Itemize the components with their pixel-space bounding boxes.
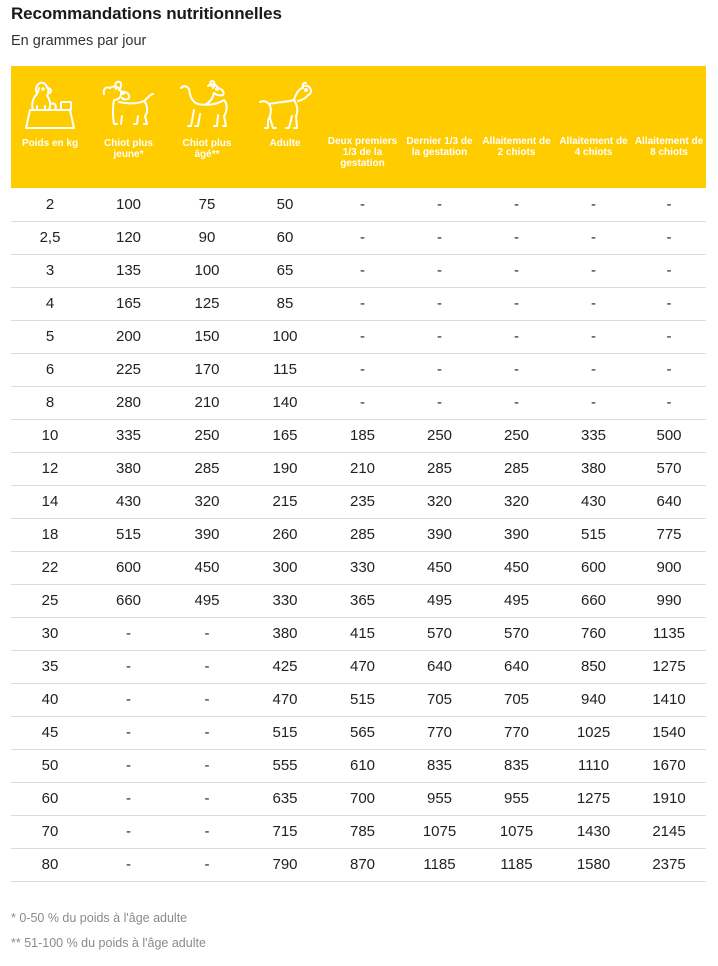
table-cell: 140 [246, 386, 324, 419]
table-row [11, 815, 706, 848]
table-cell: - [168, 815, 246, 848]
table-cell: - [168, 749, 246, 782]
table-row [11, 518, 706, 551]
table-row [11, 749, 706, 782]
table-cell: 705 [478, 683, 555, 716]
table-cell: - [632, 188, 706, 221]
table-cell: 450 [168, 551, 246, 584]
table-cell: - [324, 221, 401, 254]
table-cell: - [89, 650, 168, 683]
table-cell: 1025 [555, 716, 632, 749]
table-row [11, 353, 706, 386]
table-cell: 45 [11, 716, 89, 749]
table-cell: 190 [246, 452, 324, 485]
table-cell: 320 [401, 485, 478, 518]
table-cell: 770 [478, 716, 555, 749]
table-cell: - [89, 617, 168, 650]
table-cell: - [401, 254, 478, 287]
table-cell: - [324, 254, 401, 287]
table-row [11, 485, 706, 518]
table-row [11, 254, 706, 287]
header-label: Allaitement de 2 chiots [482, 136, 551, 158]
table-cell: 150 [168, 320, 246, 353]
header-label: Chiot plus jeune* [104, 138, 153, 160]
table-cell: 640 [632, 485, 706, 518]
table-cell: - [168, 617, 246, 650]
table-cell: - [89, 848, 168, 881]
table-cell: 285 [401, 452, 478, 485]
table-cell: 2145 [632, 815, 706, 848]
table-cell: 940 [555, 683, 632, 716]
table-cell: 1110 [555, 749, 632, 782]
table-cell: 515 [324, 683, 401, 716]
header-label: Poids en kg [21, 138, 79, 149]
table-cell: 10 [11, 419, 89, 452]
table-cell: - [478, 287, 555, 320]
older-puppy-icon [178, 80, 236, 134]
table-cell: 170 [168, 353, 246, 386]
table-cell: 610 [324, 749, 401, 782]
table-cell: 500 [632, 419, 706, 452]
table-cell: 260 [246, 518, 324, 551]
header-label: Allaitement de 8 chiots [634, 136, 704, 158]
table-row [11, 617, 706, 650]
table-cell: - [632, 353, 706, 386]
table-row [11, 419, 706, 452]
table-cell: 365 [324, 584, 401, 617]
footnote-young: * 0-50 % du poids à l'âge adulte [11, 911, 188, 925]
table-cell: 1910 [632, 782, 706, 815]
table-row [11, 188, 706, 221]
header-young-puppy [89, 66, 168, 188]
table-cell: - [632, 386, 706, 419]
table-cell: - [555, 353, 632, 386]
header-label: Deux premiers 1/3 de la gestation [327, 136, 398, 169]
header-label: Chiot plus âgé** [182, 138, 232, 160]
table-cell: - [401, 221, 478, 254]
table-cell: 115 [246, 353, 324, 386]
table-cell: 1075 [478, 815, 555, 848]
header-gestation-first [324, 66, 401, 188]
table-cell: 570 [401, 617, 478, 650]
table-cell: 70 [11, 815, 89, 848]
table-cell: - [555, 254, 632, 287]
table-cell: 770 [401, 716, 478, 749]
table-cell: 495 [478, 584, 555, 617]
table-cell: - [632, 320, 706, 353]
header-weight [11, 66, 89, 188]
table-cell: 380 [89, 452, 168, 485]
header-lactation-4 [555, 66, 632, 188]
table-row [11, 320, 706, 353]
table-cell: 2375 [632, 848, 706, 881]
table-cell: 1185 [401, 848, 478, 881]
header-label: Dernier 1/3 de la gestation [406, 136, 473, 158]
table-body [11, 188, 706, 881]
table-cell: 50 [11, 749, 89, 782]
table-cell: 335 [89, 419, 168, 452]
small-puppy-icon [100, 80, 158, 134]
table-cell: 250 [168, 419, 246, 452]
table-cell: 1540 [632, 716, 706, 749]
table-cell: 570 [632, 452, 706, 485]
table-cell: - [632, 221, 706, 254]
table-cell: - [478, 320, 555, 353]
table-cell: - [632, 287, 706, 320]
table-cell: 450 [478, 551, 555, 584]
table-cell: - [555, 287, 632, 320]
table-cell: 835 [401, 749, 478, 782]
table-cell: 100 [168, 254, 246, 287]
table-cell: 640 [478, 650, 555, 683]
table-cell: - [168, 848, 246, 881]
table-cell: 640 [401, 650, 478, 683]
table-cell: 12 [11, 452, 89, 485]
table-cell: - [555, 188, 632, 221]
table-cell: 1135 [632, 617, 706, 650]
table-cell: - [168, 650, 246, 683]
table-cell: 285 [324, 518, 401, 551]
table-cell: 90 [168, 221, 246, 254]
table-cell: 18 [11, 518, 89, 551]
table-cell: 785 [324, 815, 401, 848]
table-cell: 1670 [632, 749, 706, 782]
table-cell: 5 [11, 320, 89, 353]
table-cell: 495 [168, 584, 246, 617]
table-cell: - [89, 716, 168, 749]
table-cell: 210 [324, 452, 401, 485]
table-cell: 515 [246, 716, 324, 749]
table-cell: - [324, 353, 401, 386]
table-cell: 600 [555, 551, 632, 584]
table-cell: 705 [401, 683, 478, 716]
table-row [11, 221, 706, 254]
table-cell: 300 [246, 551, 324, 584]
table-cell: 335 [555, 419, 632, 452]
table-cell: 390 [168, 518, 246, 551]
table-row [11, 782, 706, 815]
adult-dog-icon [256, 80, 314, 134]
table-cell: 570 [478, 617, 555, 650]
header-label: Adulte [269, 138, 301, 149]
table-cell: 495 [401, 584, 478, 617]
table-cell: 235 [324, 485, 401, 518]
table-cell: 30 [11, 617, 89, 650]
table-cell: 900 [632, 551, 706, 584]
table-row [11, 584, 706, 617]
page-subtitle: En grammes par jour [11, 33, 147, 49]
table-cell: - [401, 353, 478, 386]
table-cell: 215 [246, 485, 324, 518]
table-cell: - [478, 254, 555, 287]
table-cell: - [401, 188, 478, 221]
table-cell: 2,5 [11, 221, 89, 254]
table-cell: - [89, 749, 168, 782]
table-cell: 40 [11, 683, 89, 716]
table-cell: 100 [89, 188, 168, 221]
table-cell: - [478, 188, 555, 221]
table-cell: 380 [555, 452, 632, 485]
table-cell: 600 [89, 551, 168, 584]
table-cell: 870 [324, 848, 401, 881]
table-cell: 14 [11, 485, 89, 518]
table-cell: 165 [89, 287, 168, 320]
table-cell: 850 [555, 650, 632, 683]
table-cell: - [478, 386, 555, 419]
table-cell: - [478, 221, 555, 254]
table-row [11, 287, 706, 320]
table-cell: 320 [168, 485, 246, 518]
table-cell: 565 [324, 716, 401, 749]
table-cell: 210 [168, 386, 246, 419]
table-cell: - [478, 353, 555, 386]
table-cell: 430 [89, 485, 168, 518]
table-cell: - [555, 320, 632, 353]
table-cell: 470 [246, 683, 324, 716]
table-cell: 320 [478, 485, 555, 518]
table-cell: 125 [168, 287, 246, 320]
table-row [11, 716, 706, 749]
table-cell: - [89, 782, 168, 815]
header-lactation-8 [632, 66, 706, 188]
table-cell: 4 [11, 287, 89, 320]
table-cell: 450 [401, 551, 478, 584]
table-cell: 470 [324, 650, 401, 683]
table-cell: 390 [478, 518, 555, 551]
table-cell: 3 [11, 254, 89, 287]
table-cell: - [168, 683, 246, 716]
table-cell: 75 [168, 188, 246, 221]
table-cell: 60 [246, 221, 324, 254]
table-row [11, 452, 706, 485]
table-cell: 65 [246, 254, 324, 287]
table-cell: 1580 [555, 848, 632, 881]
table-cell: 515 [89, 518, 168, 551]
table-cell: 35 [11, 650, 89, 683]
table-cell: 430 [555, 485, 632, 518]
header-label: Allaitement de 4 chiots [559, 136, 628, 158]
table-cell: 380 [246, 617, 324, 650]
table-cell: - [401, 320, 478, 353]
table-cell: 790 [246, 848, 324, 881]
table-cell: - [324, 320, 401, 353]
table-cell: 330 [324, 551, 401, 584]
table-cell: 700 [324, 782, 401, 815]
table-cell: - [555, 221, 632, 254]
table-row [11, 683, 706, 716]
table-cell: 555 [246, 749, 324, 782]
table-cell: 225 [89, 353, 168, 386]
table-cell: 1185 [478, 848, 555, 881]
table-cell: 775 [632, 518, 706, 551]
table-cell: 285 [168, 452, 246, 485]
table-cell: 715 [246, 815, 324, 848]
table-cell: - [168, 716, 246, 749]
table-row [11, 551, 706, 584]
table-cell: 1075 [401, 815, 478, 848]
table-cell: 80 [11, 848, 89, 881]
scale-dog-icon [21, 80, 79, 134]
table-cell: 60 [11, 782, 89, 815]
table-cell: 330 [246, 584, 324, 617]
table-cell: 280 [89, 386, 168, 419]
table-cell: 100 [246, 320, 324, 353]
header-lactation-2 [478, 66, 555, 188]
table-cell: 1410 [632, 683, 706, 716]
page-title: Recommandations nutritionnelles [11, 4, 282, 23]
table-row [11, 650, 706, 683]
table-cell: 515 [555, 518, 632, 551]
table-cell: - [401, 386, 478, 419]
table-cell: 660 [555, 584, 632, 617]
table-cell: 635 [246, 782, 324, 815]
table-cell: - [324, 287, 401, 320]
table-cell: 1275 [632, 650, 706, 683]
table-cell: 200 [89, 320, 168, 353]
table-cell: - [632, 254, 706, 287]
table-row [11, 848, 706, 881]
table-cell: - [89, 683, 168, 716]
nutrition-table [11, 66, 706, 882]
table-cell: 660 [89, 584, 168, 617]
table-cell: 165 [246, 419, 324, 452]
table-cell: 2 [11, 188, 89, 221]
table-cell: 50 [246, 188, 324, 221]
table-cell: - [324, 188, 401, 221]
table-cell: 990 [632, 584, 706, 617]
table-row [11, 386, 706, 419]
table-cell: 390 [401, 518, 478, 551]
table-cell: 6 [11, 353, 89, 386]
header-older-puppy [168, 66, 246, 188]
table-header-row [11, 66, 706, 188]
header-adult [246, 66, 324, 188]
table-cell: - [401, 287, 478, 320]
table-cell: 25 [11, 584, 89, 617]
table-cell: 22 [11, 551, 89, 584]
table-cell: - [324, 386, 401, 419]
table-cell: 135 [89, 254, 168, 287]
table-cell: 285 [478, 452, 555, 485]
table-cell: 250 [401, 419, 478, 452]
table-cell: 1275 [555, 782, 632, 815]
table-cell: 835 [478, 749, 555, 782]
table-cell: - [555, 386, 632, 419]
table-cell: 425 [246, 650, 324, 683]
table-cell: 415 [324, 617, 401, 650]
table-cell: 955 [478, 782, 555, 815]
table-cell: 8 [11, 386, 89, 419]
table-cell: 955 [401, 782, 478, 815]
header-gestation-last [401, 66, 478, 188]
table-cell: 760 [555, 617, 632, 650]
table-cell: - [168, 782, 246, 815]
table-cell: 85 [246, 287, 324, 320]
footnote-older: ** 51-100 % du poids à l'âge adulte [11, 936, 206, 950]
table-cell: 250 [478, 419, 555, 452]
table-cell: 1430 [555, 815, 632, 848]
table-cell: 185 [324, 419, 401, 452]
table-cell: 120 [89, 221, 168, 254]
table-cell: - [89, 815, 168, 848]
